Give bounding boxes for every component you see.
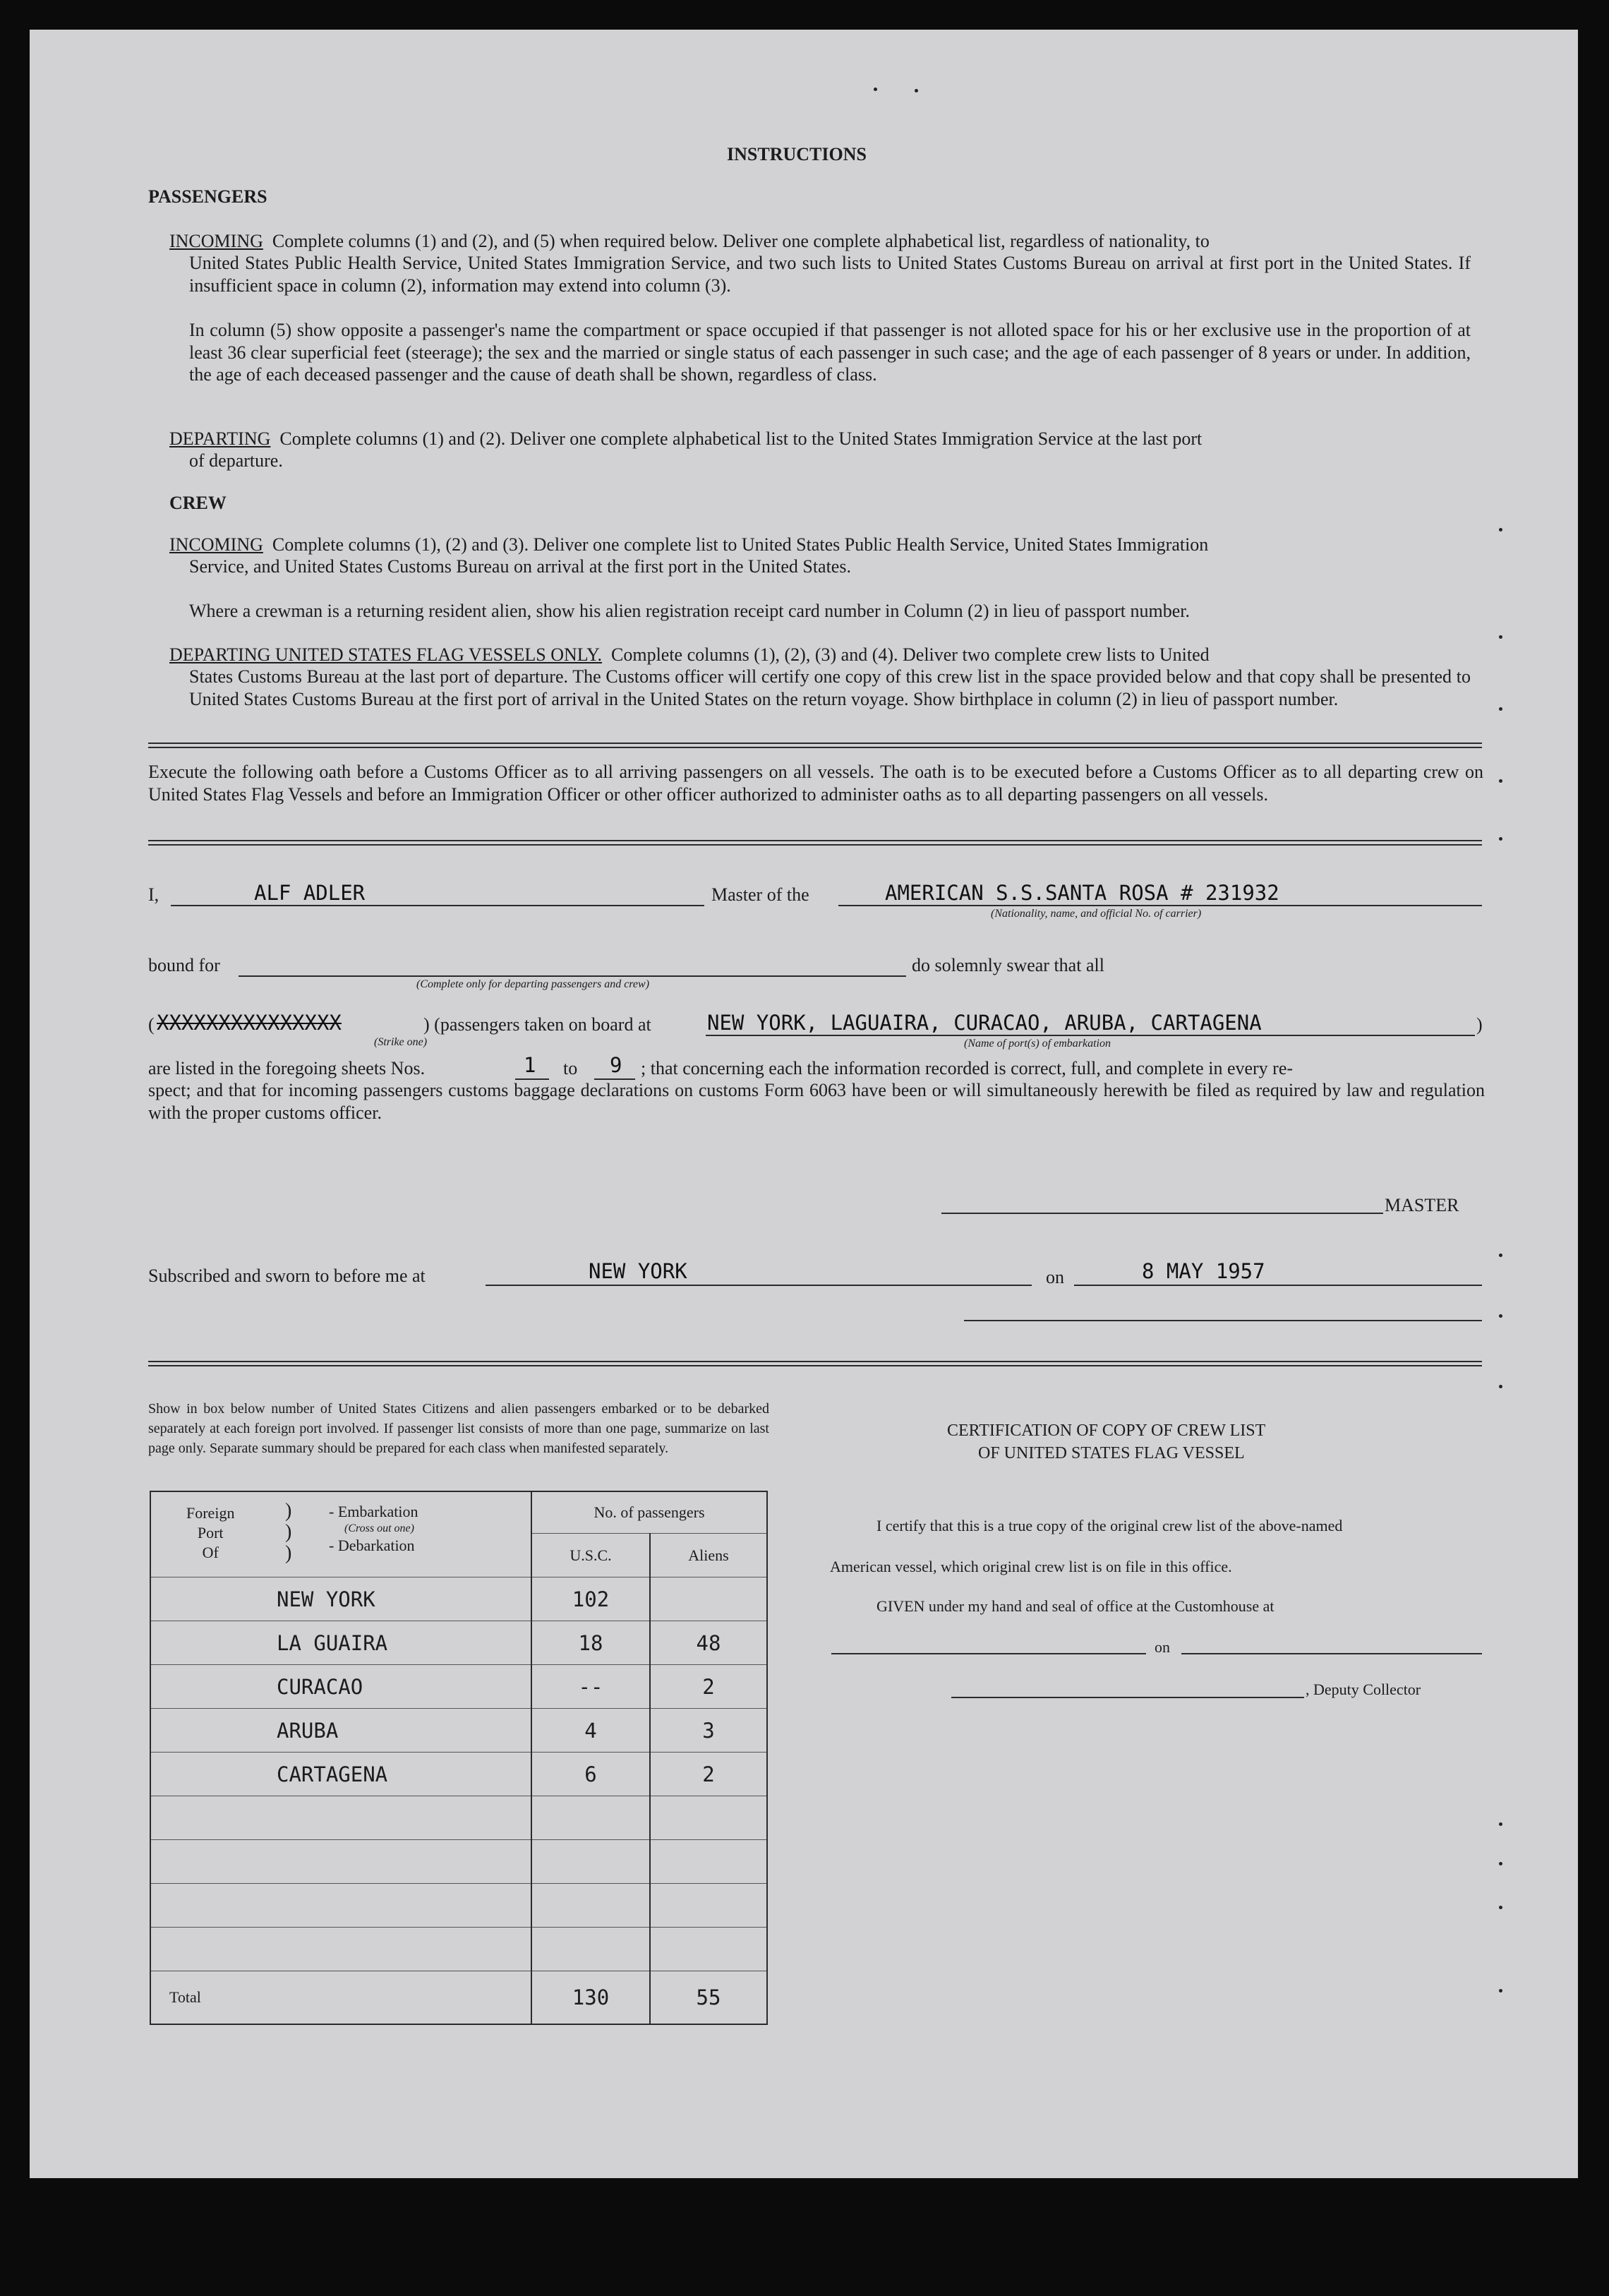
margin-speck xyxy=(1499,528,1502,531)
crew-incoming-text: Complete columns (1), (2) and (3). Deliver one complete list to United States Public Health Service, United States Immigration xyxy=(272,534,1209,555)
table-row xyxy=(150,1621,767,1665)
usc-count: 6 xyxy=(531,1753,650,1796)
crew-incoming-label: INCOMING xyxy=(169,534,263,555)
margin-speck xyxy=(1499,1314,1502,1318)
hdr-port: Port xyxy=(197,1524,224,1541)
port-name: NEW YORK xyxy=(150,1577,531,1621)
cert-place-line xyxy=(831,1653,1146,1654)
open-paren: ( xyxy=(148,1014,155,1035)
subscribed-label: Subscribed and sworn to before me at xyxy=(148,1266,426,1286)
margin-speck xyxy=(1499,1254,1502,1257)
table-row xyxy=(150,1577,767,1621)
total-label: Total xyxy=(150,1971,531,2025)
usc-count: -- xyxy=(531,1665,650,1709)
port-name: ARUBA xyxy=(150,1709,531,1753)
margin-speck xyxy=(1499,635,1502,639)
oath-divider xyxy=(148,840,1482,846)
ports-line xyxy=(706,1035,1475,1036)
master-label: MASTER xyxy=(1385,1195,1459,1215)
instructions-title: INSTRUCTIONS xyxy=(727,144,867,164)
margin-speck xyxy=(1499,837,1502,841)
ports-value: NEW YORK, LAGUAIRA, CURACAO, ARUBA, CARTAGENA xyxy=(707,1011,1262,1035)
carrier-value: AMERICAN S.S.SANTA ROSA # 231932 xyxy=(885,881,1279,905)
listed-line xyxy=(148,1057,425,1079)
carrier-caption: (Nationality, name, and official No. of carrier) xyxy=(991,908,1202,920)
empty-row xyxy=(150,1928,767,1971)
aliens-count: 2 xyxy=(650,1665,767,1709)
total-aliens: 55 xyxy=(650,1971,767,2025)
deputy-line xyxy=(951,1697,1304,1698)
oath-intro: Execute the following oath before a Customs Officer as to all arriving passengers on all vessels. The oath is to be executed before a Customs Officer as to all departing crew on United States Flag Vessels and before an Immigration Officer or other officer authorized to administer oaths as to all departing passengers on all vessels. xyxy=(148,762,1483,805)
pass-incoming-line xyxy=(169,230,1210,252)
passengers-heading: PASSENGERS xyxy=(148,186,267,207)
hdr-aliens: Aliens xyxy=(650,1534,767,1577)
sworn-date-line xyxy=(1074,1285,1482,1286)
port-name: CURACAO xyxy=(150,1665,531,1709)
summary-table xyxy=(150,1491,768,2025)
document-page xyxy=(30,30,1578,2178)
table-row xyxy=(150,1665,767,1709)
cert-text-2: American vessel, which original crew list is on file in this office. xyxy=(830,1558,1232,1575)
crew-departing-label: DEPARTING UNITED STATES FLAG VESSELS ONLY. xyxy=(169,644,602,665)
cert-title-1: CERTIFICATION OF COPY OF CREW LIST xyxy=(947,1422,1266,1440)
swear-text: do solemnly swear that all xyxy=(912,955,1104,975)
pass-incoming-rest: United States Public Health Service, United States Immigration Service, and two such lists to United States Customs Bureau on arrival at first port in the United States. If insufficient space in column (2), information may extend into column (3). xyxy=(189,253,1471,296)
crew-incoming-rest: Service, and United States Customs Bureau on arrival at the first port in the United States. xyxy=(189,556,851,577)
pass-departing-rest: of departure. xyxy=(189,450,283,471)
section-divider xyxy=(148,743,1482,748)
margin-speck xyxy=(1499,1989,1502,1993)
sworn-place-line xyxy=(486,1285,1032,1286)
aliens-count: 3 xyxy=(650,1709,767,1753)
hdr-num: No. of passengers xyxy=(531,1491,767,1534)
struck-crew: XXXXXXXXXXXXXXX xyxy=(157,1011,342,1035)
usc-count: 4 xyxy=(531,1709,650,1753)
crew-departing-text: Complete columns (1), (2), (3) and (4). Deliver two complete crew lists to United xyxy=(611,644,1210,665)
brace-icon: ) ) ) xyxy=(285,1500,292,1564)
hdr-of: Of xyxy=(202,1544,219,1561)
listed-prefix: are listed in the foregoing sheets Nos. xyxy=(148,1058,426,1078)
empty-row xyxy=(150,1796,767,1840)
bound-for-caption: (Complete only for departing passengers and crew) xyxy=(416,978,650,990)
bound-for-line xyxy=(239,975,906,977)
master-signature-line xyxy=(941,1213,1383,1214)
hdr-debarkation: - Debarkation xyxy=(329,1537,415,1554)
cert-title-2: OF UNITED STATES FLAG VESSEL xyxy=(978,1444,1245,1462)
sworn-date: 8 MAY 1957 xyxy=(1142,1259,1265,1283)
empty-row xyxy=(150,1840,767,1884)
to-label: to xyxy=(563,1058,578,1078)
pass-departing-text: Complete columns (1) and (2). Deliver one complete alphabetical list to the United States Immigration Service at the last port xyxy=(279,428,1203,449)
cert-text-1: I certify that this is a true copy of the original crew list of the above-named xyxy=(876,1517,1343,1534)
ports-caption: (Name of port(s) of embarkation xyxy=(964,1038,1111,1050)
pass-incoming-text: Complete columns (1) and (2), and (5) when required below. Deliver one complete alphabetical list, regardless of nationality, to xyxy=(272,231,1210,251)
master-of-the-label: Master of the xyxy=(711,884,809,905)
crew-incoming-line xyxy=(169,534,1208,555)
margin-speck xyxy=(1499,779,1502,783)
crew-departing-line xyxy=(169,644,1210,666)
margin-speck xyxy=(1499,1822,1502,1826)
port-header-cell xyxy=(150,1491,531,1577)
summary-divider xyxy=(148,1361,1482,1366)
summary-note: Show in box below number of United States Citizens and alien passengers embarked or to be debarked separately at each foreign port involved. If passenger list consists of more than one page, summarize on last page only. Separate summary should be prepared for each class when manifested separately. xyxy=(148,1401,769,1456)
passengers-taken-text: ) (passengers taken on board at xyxy=(423,1014,651,1035)
port-name: CARTAGENA xyxy=(150,1753,531,1796)
listed-suffix: ; that concerning each the information recorded is correct, full, and complete in every re- xyxy=(641,1058,1294,1078)
sheet-from: 1 xyxy=(524,1053,536,1077)
deputy-label: , Deputy Collector xyxy=(1306,1681,1421,1698)
hdr-foreign: Foreign xyxy=(186,1504,235,1522)
usc-count: 18 xyxy=(531,1621,650,1665)
table-row xyxy=(150,1709,767,1753)
aliens-count: 2 xyxy=(650,1753,767,1796)
hdr-usc: U.S.C. xyxy=(531,1534,650,1577)
margin-speck xyxy=(1499,1862,1502,1865)
master-name-line xyxy=(171,905,704,906)
port-name: LA GUAIRA xyxy=(150,1621,531,1665)
usc-count: 102 xyxy=(531,1577,650,1621)
pass-incoming-label: INCOMING xyxy=(169,231,263,251)
table-row xyxy=(150,1753,767,1796)
margin-speck xyxy=(1499,1906,1502,1909)
margin-speck xyxy=(874,88,877,91)
margin-speck xyxy=(1499,1385,1502,1388)
empty-row xyxy=(150,1884,767,1928)
crew-departing-rest: States Customs Bureau at the last port of departure. The Customs officer will certify one copy of this crew list in the space provided below and that copy shall be presented to United States Customs Bureau at the first port of arrival in the United States on the return voyage. Show birthplace in column (2) in lieu of passport number. xyxy=(189,666,1471,709)
total-row xyxy=(150,1971,767,2025)
on-label: on xyxy=(1046,1267,1064,1287)
hdr-cross: (Cross out one) xyxy=(344,1522,414,1534)
cert-date-line xyxy=(1181,1653,1482,1654)
total-usc: 130 xyxy=(531,1971,650,2025)
bound-for-label: bound for xyxy=(148,955,220,975)
margin-speck xyxy=(915,89,918,92)
pass-col5-text: In column (5) show opposite a passenger's name the compartment or space occupied if that passenger is not alloted space for his or her exclusive use in the proportion of at least 36 clear superficial feet (steerage); the sex and the married or single status of each passenger in such case; and the age of each passenger of 8 years or under. In addition, the age of each deceased passenger and the cause of death shall be shown, regardless of class. xyxy=(189,320,1471,385)
pass-departing-label: DEPARTING xyxy=(169,428,271,449)
cert-given: GIVEN under my hand and seal of office at the Customhouse at xyxy=(876,1597,1274,1615)
listed-rest: spect; and that for incoming passengers customs baggage declarations on customs Form 6063 have been or will simultaneously herewith be filed as required by law and regulation with the proper customs officer. xyxy=(148,1080,1485,1123)
strike-caption: (Strike one) xyxy=(374,1036,428,1048)
master-name: ALF ADLER xyxy=(254,881,366,905)
crew-resident-text: Where a crewman is a returning resident alien, show his alien registration receipt card number in Column (2) in lieu of passport number. xyxy=(189,601,1191,621)
officer-signature-line xyxy=(964,1320,1482,1321)
i-label: I, xyxy=(148,884,159,905)
crew-heading: CREW xyxy=(169,493,227,513)
sworn-place: NEW YORK xyxy=(589,1259,687,1283)
aliens-count xyxy=(650,1577,767,1621)
hdr-embarkation: - Embarkation xyxy=(329,1503,418,1520)
margin-speck xyxy=(1499,707,1502,711)
close-paren: ) xyxy=(1476,1014,1483,1035)
cert-on-label: on xyxy=(1155,1638,1170,1656)
carrier-line xyxy=(838,905,1482,906)
pass-departing-line xyxy=(169,428,1202,450)
aliens-count: 48 xyxy=(650,1621,767,1665)
sheet-to: 9 xyxy=(610,1053,622,1077)
